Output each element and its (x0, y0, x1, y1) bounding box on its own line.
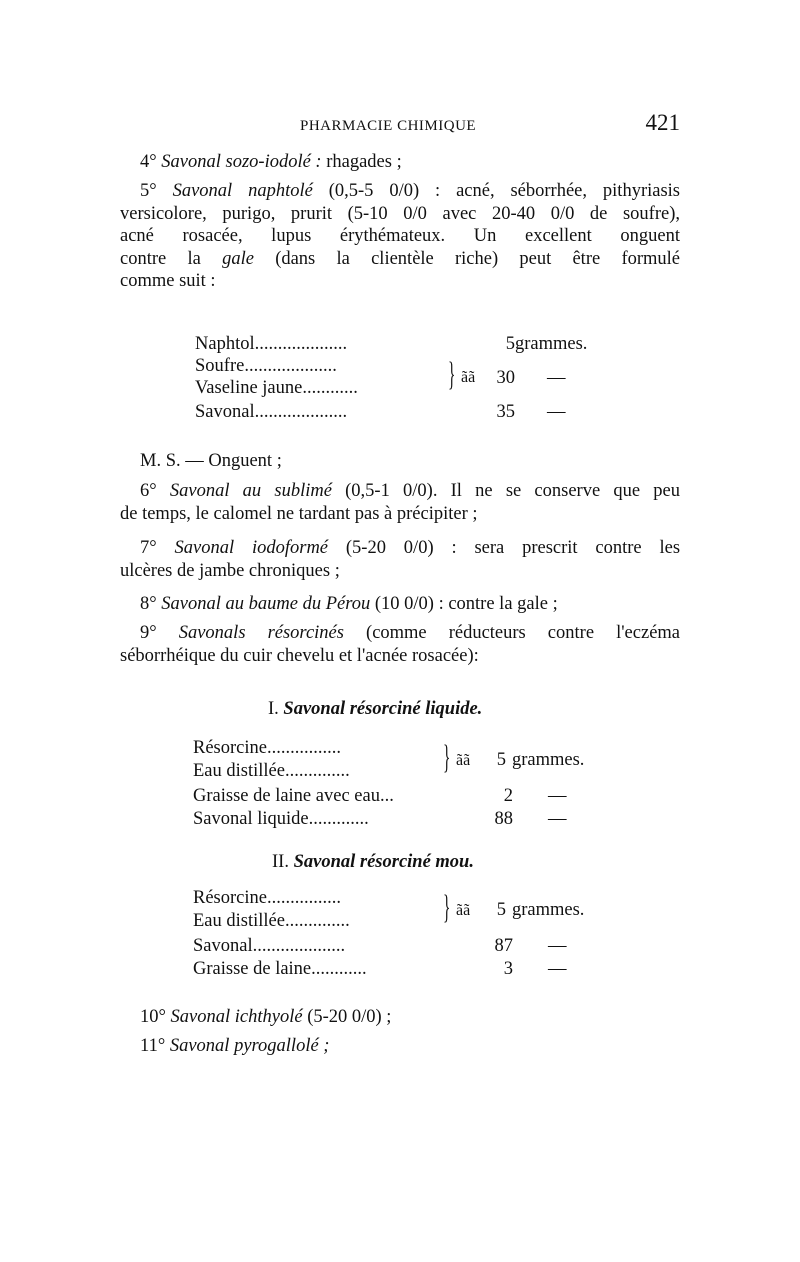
section-numeral: I. (268, 699, 279, 719)
ingredient-name: Eau distillée.............. (193, 911, 350, 931)
item-title: Savonal iodoformé (174, 538, 329, 558)
item-number: 4° (140, 152, 157, 172)
ingredient-qty: 30 (496, 368, 515, 388)
ingredient-unit: — (547, 368, 566, 388)
item-text: (10 0/0) : contre la gale ; (374, 594, 558, 614)
aa-label: ãã (461, 369, 476, 386)
section-numeral: II. (272, 852, 289, 872)
item-number: 8° (140, 594, 157, 614)
brace-icon: } (448, 356, 456, 393)
item-11 (140, 1036, 700, 1057)
ingredient-unit: grammes. (512, 900, 585, 920)
ingredient-name: Eau distillée.............. (193, 761, 350, 781)
item-text: (0,5-5 0/0) : acné, séborrhée, pithyriasis (328, 181, 680, 201)
brace-icon: } (443, 889, 451, 926)
running-title: PHARMACIE CHIMIQUE (300, 118, 477, 134)
item-5 (120, 180, 680, 293)
ingredient-unit: — (548, 936, 567, 956)
item-9 (120, 622, 680, 667)
item-7-line-2: ulcères de jambe chroniques ; (120, 560, 340, 581)
item-title: Savonal naphtolé (172, 181, 313, 201)
ingredient-unit: grammes. (515, 334, 588, 354)
section-2-heading (272, 852, 474, 873)
item-5-line-2: versicolore, purigo, prurit (5-10 0/0 avec 20-40 0/0 de soufre), (120, 203, 680, 224)
ingredient-qty: 88 (494, 809, 513, 829)
section-title: Savonal résorciné mou. (293, 852, 474, 872)
aa-label: ãã (456, 752, 471, 769)
item-title: Savonal pyrogallolé ; (169, 1036, 330, 1056)
item-7 (120, 537, 680, 582)
ingredient-qty: 87 (494, 936, 513, 956)
ingredient-unit: grammes. (512, 750, 585, 770)
item-text: (dans la clientèle riche) peut être formulé (275, 248, 681, 269)
ingredient-name: Soufre.................... (195, 356, 337, 376)
item-6 (120, 480, 680, 525)
section-1-heading (268, 699, 482, 720)
ingredient-qty: 5 (505, 334, 515, 354)
aa-label: ãã (456, 902, 471, 919)
ingredient-unit: — (547, 402, 566, 422)
ingredient-name: Vaseline jaune............ (195, 378, 358, 398)
item-number: 10° (140, 1007, 166, 1027)
ingredient-qty: 5 (496, 900, 506, 920)
item-9-line-1 (120, 622, 680, 645)
item-5-line-5: comme suit : (120, 271, 216, 292)
ingredient-name: Savonal liquide............. (193, 809, 369, 829)
item-7-line-1 (120, 537, 680, 560)
formula-naphtol (195, 334, 615, 434)
ingredient-qty: 2 (503, 786, 513, 806)
item-4 (140, 152, 700, 173)
brace-icon: } (443, 739, 451, 776)
ingredient-name: Savonal.................... (195, 402, 348, 422)
item-number: 7° (140, 538, 157, 558)
ingredient-name: Résorcine................ (193, 888, 341, 908)
item-text: contre la (120, 248, 201, 269)
ingredient-unit: — (548, 809, 567, 829)
item-10 (140, 1007, 700, 1028)
item-title: Savonal au sublimé (169, 481, 332, 501)
ingredient-name: Graisse de laine avec eau... (193, 786, 394, 806)
ingredient-name: Graisse de laine............ (193, 959, 367, 979)
item-5-line-4 (120, 248, 680, 271)
item-number: 11° (140, 1036, 166, 1056)
item-title: Savonal sozo-iodolé : (161, 152, 322, 172)
item-title: Savonal ichthyolé (170, 1007, 303, 1027)
item-text: rhagades ; (326, 152, 402, 172)
ingredient-unit: — (548, 786, 567, 806)
ingredient-qty: 5 (496, 750, 506, 770)
ms-line: M. S. — Onguent ; (140, 451, 282, 471)
item-text: (5-20 0/0) : sera prescrit contre les (345, 538, 681, 558)
ingredient-qty: 35 (496, 402, 515, 422)
item-number: 9° (140, 623, 157, 643)
item-number: 6° (140, 481, 157, 501)
item-number: 5° (140, 181, 157, 201)
ingredient-name: Naphtol.................... (195, 334, 348, 354)
page-number: 421 (645, 110, 680, 135)
item-emphasis: gale (222, 248, 254, 269)
item-title: Savonal au baume du Pérou (161, 594, 371, 614)
item-title: Savonals résorcinés (178, 623, 344, 643)
item-9-line-2: séborrhéique du cuir chevelu et l'acnée rosacée): (120, 645, 479, 666)
item-6-line-2: de temps, le calomel ne tardant pas à précipiter ; (120, 503, 478, 524)
item-5-line-3: acné rosacée, lupus érythémateux. Un excellent onguent (120, 226, 680, 247)
ingredient-name: Résorcine................ (193, 738, 341, 758)
page-header (120, 110, 680, 146)
ingredient-qty: 3 (503, 959, 513, 979)
item-text: (0,5-1 0/0). Il ne se conserve que peu (345, 481, 680, 501)
item-5-line-1 (120, 180, 680, 203)
formula-resorcine-liquide (193, 738, 613, 838)
section-title: Savonal résorciné liquide. (283, 699, 483, 719)
formula-resorcine-mou (193, 888, 613, 988)
item-6-line-1 (120, 480, 680, 503)
ingredient-name: Savonal.................... (193, 936, 346, 956)
item-8 (140, 594, 700, 615)
ingredient-unit: — (548, 959, 567, 979)
item-text: (5-20 0/0) ; (307, 1007, 392, 1027)
item-text: (comme réducteurs contre l'eczéma (366, 623, 681, 643)
